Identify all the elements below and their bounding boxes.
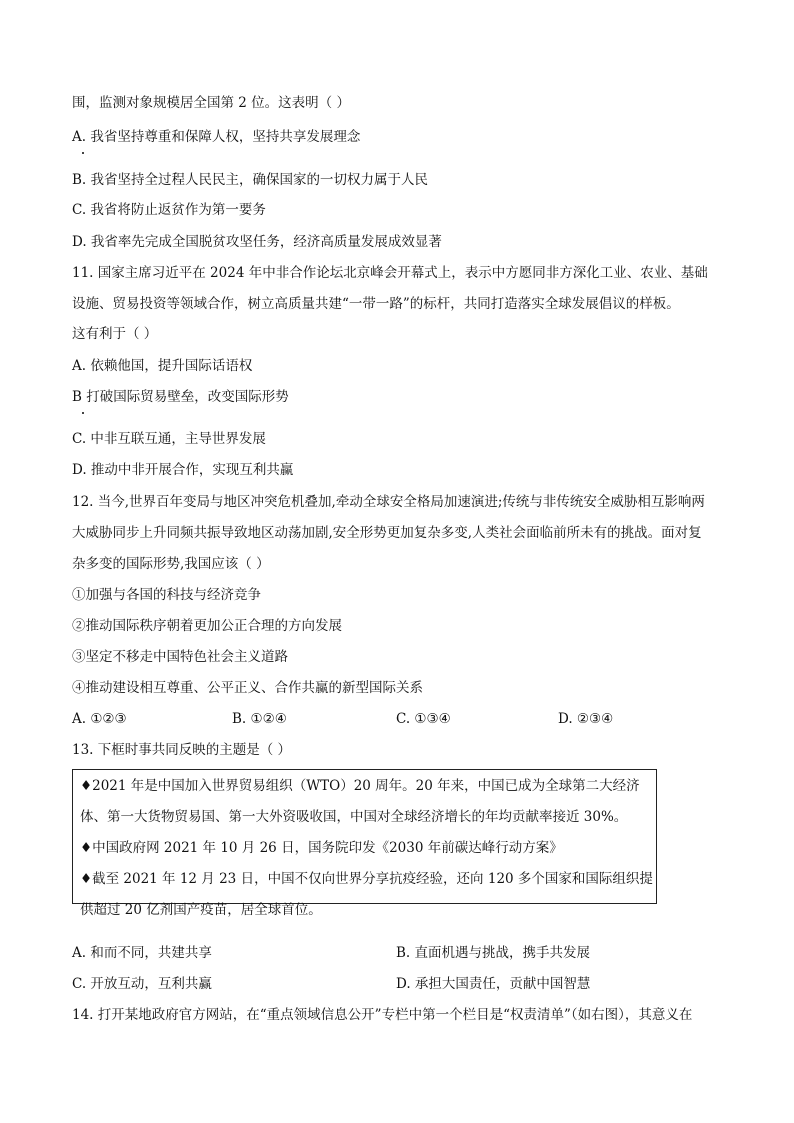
q11-stem-line-3: 这有利于（ ） <box>72 326 158 342</box>
q13-box-line-1: ♦2021 年是中国加入世界贸易组织（WTO）20 周年。20 年来，中国已成为全球第二大经济 <box>80 778 640 794</box>
q13-box-line-5: 供超过 20 亿剂国产疫苗，居全球首位。 <box>80 902 322 918</box>
q10-option-d: D. 我省率先完成全国脱贫攻坚任务，经济高质量发展成效显著 <box>72 234 442 250</box>
q13-box-line-3: ♦中国政府网 2021 年 10 月 26 日，国务院印发《2030 年前碳达峰行动方案》 <box>80 840 563 856</box>
scan-dot <box>82 412 84 414</box>
q14-stem: 14. 打开某地政府官方网站，在“重点领域信息公开”专栏中第一个栏目是“权责清单”（如右图），其意义在 <box>72 1007 693 1023</box>
q12-option-c: C. ①③④ <box>396 711 451 727</box>
q12-option-d: D. ②③④ <box>558 711 614 727</box>
q13-box-line-4: ♦截至 2021 年 12 月 23 日，中国不仅向世界分享抗疫经验，还向 120 多个国家和国际组织提 <box>80 871 653 887</box>
q13-box-line-2: 体、第一大货物贸易国、第一大外资吸收国，中国对全球经济增长的年均贡献率接近 30%。 <box>80 809 628 825</box>
q10-option-a: A. 我省坚持尊重和保障人权，坚持共享发展理念 <box>72 129 361 145</box>
q12-stem-line-2: 大威胁同步上升同频共振导致地区动荡加剧,安全形势更加复杂多变,人类社会面临前所未有的挑战。面对复 <box>72 525 702 541</box>
q13-option-c: C. 开放互动，互利共赢 <box>72 976 212 992</box>
q13-stem: 13. 下框时事共同反映的主题是（ ） <box>72 742 292 758</box>
q11-option-a: A. 依赖他国，提升国际话语权 <box>72 358 253 374</box>
q10-option-b: B. 我省坚持全过程人民民主，确保国家的一切权力属于人民 <box>72 172 429 188</box>
q11-option-c: C. 中非互联互通，主导世界发展 <box>72 431 266 447</box>
q12-stem-line-1: 12. 当今,世界百年变局与地区冲突危机叠加,牵动全球安全格局加速演进;传统与非传统安全威胁相互影响两 <box>72 494 705 510</box>
q12-option-b: B. ①②④ <box>232 711 287 727</box>
q12-statement-4: ④推动建设相互尊重、公平正义、合作共赢的新型国际关系 <box>72 680 423 696</box>
q12-option-a: A. ①②③ <box>72 711 127 727</box>
q12-statement-2: ②推动国际秩序朝着更加公正合理的方向发展 <box>72 618 342 634</box>
q12-statement-3: ③坚定不移走中国特色社会主义道路 <box>72 649 288 665</box>
q10-stem-tail: 围，监测对象规模居全国第 2 位。这表明（ ） <box>72 95 350 111</box>
q11-stem-line-1: 11. 国家主席习近平在 2024 年中非合作论坛北京峰会开幕式上，表示中方愿同非方深化工业、农业、基础 <box>72 265 708 281</box>
q11-stem-line-2: 设施、贸易投资等领域合作，树立高质量共建“一带一路”的标杆，共同打造落实全球发展倡议的样板。 <box>72 296 680 312</box>
q11-option-d: D. 推动中非开展合作，实现互利共赢 <box>72 462 294 478</box>
q13-option-d: D. 承担大国责任，贡献中国智慧 <box>396 976 591 992</box>
q10-option-c: C. 我省将防止返贫作为第一要务 <box>72 202 266 218</box>
q11-option-b: B 打破国际贸易壁垒，改变国际形势 <box>72 389 289 405</box>
scan-dot <box>82 152 84 154</box>
q12-stem-line-3: 杂多变的国际形势,我国应该（ ） <box>72 556 270 572</box>
q12-statement-1: ①加强与各国的科技与经济竞争 <box>72 587 261 603</box>
q13-option-b: B. 直面机遇与挑战，携手共发展 <box>396 945 591 961</box>
q13-option-a: A. 和而不同，共建共享 <box>72 945 212 961</box>
